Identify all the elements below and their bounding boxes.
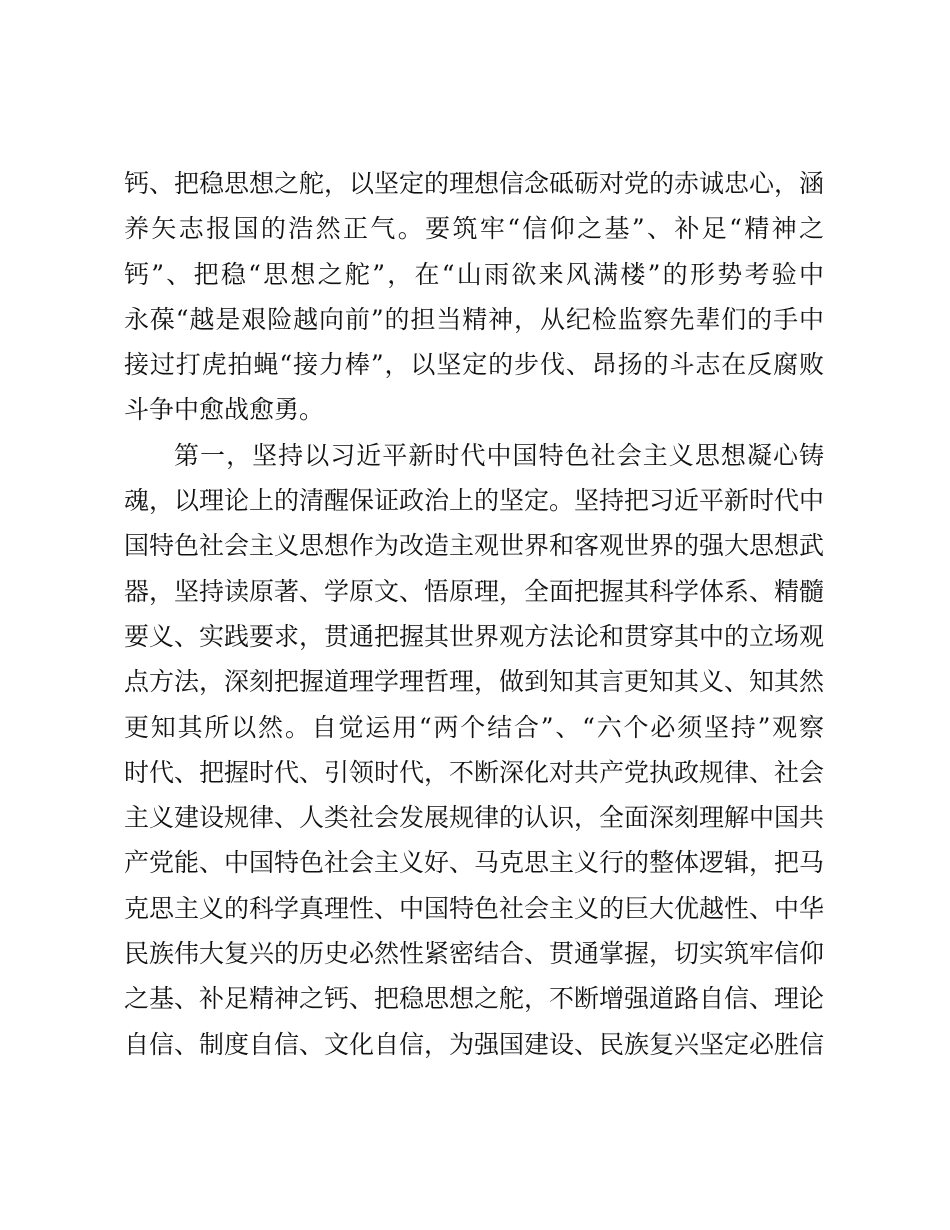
text-line: 钙、把稳思想之舵，以坚定的理想信念砥砺对党的赤诚忠心，涵 [124,169,825,198]
text-line: 时代、把握时代、引领时代，不断深化对共产党执政规律、社会 [124,757,825,787]
text-line: 接过打虎拍蝇“接力棒”，以坚定的步伐、昂扬的斗志在反腐败 [124,350,824,380]
paragraph-first-line: 第一，坚持以习近平新时代中国特色社会主义思想凝心铸 [174,440,824,470]
text-line: 之基、补足精神之钙、把稳思想之舵，不断增强道路自信、理论 [124,984,825,1014]
text-line: 国特色社会主义思想作为改造主观世界和客观世界的强大思想武 [124,531,825,561]
text-line: 克思主义的科学真理性、中国特色社会主义的巨大优越性、中华 [124,893,825,923]
text-line: 钙”、把稳“思想之舵”，在“山雨欲来风满楼”的形势考验中 [124,259,824,289]
text-line: 养矢志报国的浩然正气。要筑牢“信仰之基”、补足“精神之 [124,214,824,244]
text-line: 产党能、中国特色社会主义好、马克思主义行的整体逻辑，把马 [124,848,825,878]
text-line: 要义、实践要求，贯通把握其世界观方法论和贯穿其中的立场观 [124,621,825,651]
text-line: 主义建设规律、人类社会发展规律的认识，全面深刻理解中国共 [124,803,825,833]
text-line: 器，坚持读原著、学原文、悟原理，全面把握其科学体系、精髓 [124,576,825,606]
text-line: 民族伟大复兴的历史必然性紧密结合、贯通掌握，切实筑牢信仰 [124,939,825,969]
text-line: 自信、制度自信、文化自信，为强国建设、民族复兴坚定必胜信 [124,1029,825,1059]
text-line: 永葆“越是艰险越向前”的担当精神，从纪检监察先辈们的手中 [124,304,824,334]
text-line: 魂，以理论上的清醒保证政治上的坚定。坚持把习近平新时代中 [124,486,825,516]
text-line: 斗争中愈战愈勇。 [124,395,325,425]
text-line: 点方法，深刻把握道理学理哲理，做到知其言更知其义、知其然 [124,667,825,697]
text-line: 更知其所以然。自觉运用“两个结合”、“六个必须坚持”观察 [124,712,824,742]
body-text [124,161,824,1067]
